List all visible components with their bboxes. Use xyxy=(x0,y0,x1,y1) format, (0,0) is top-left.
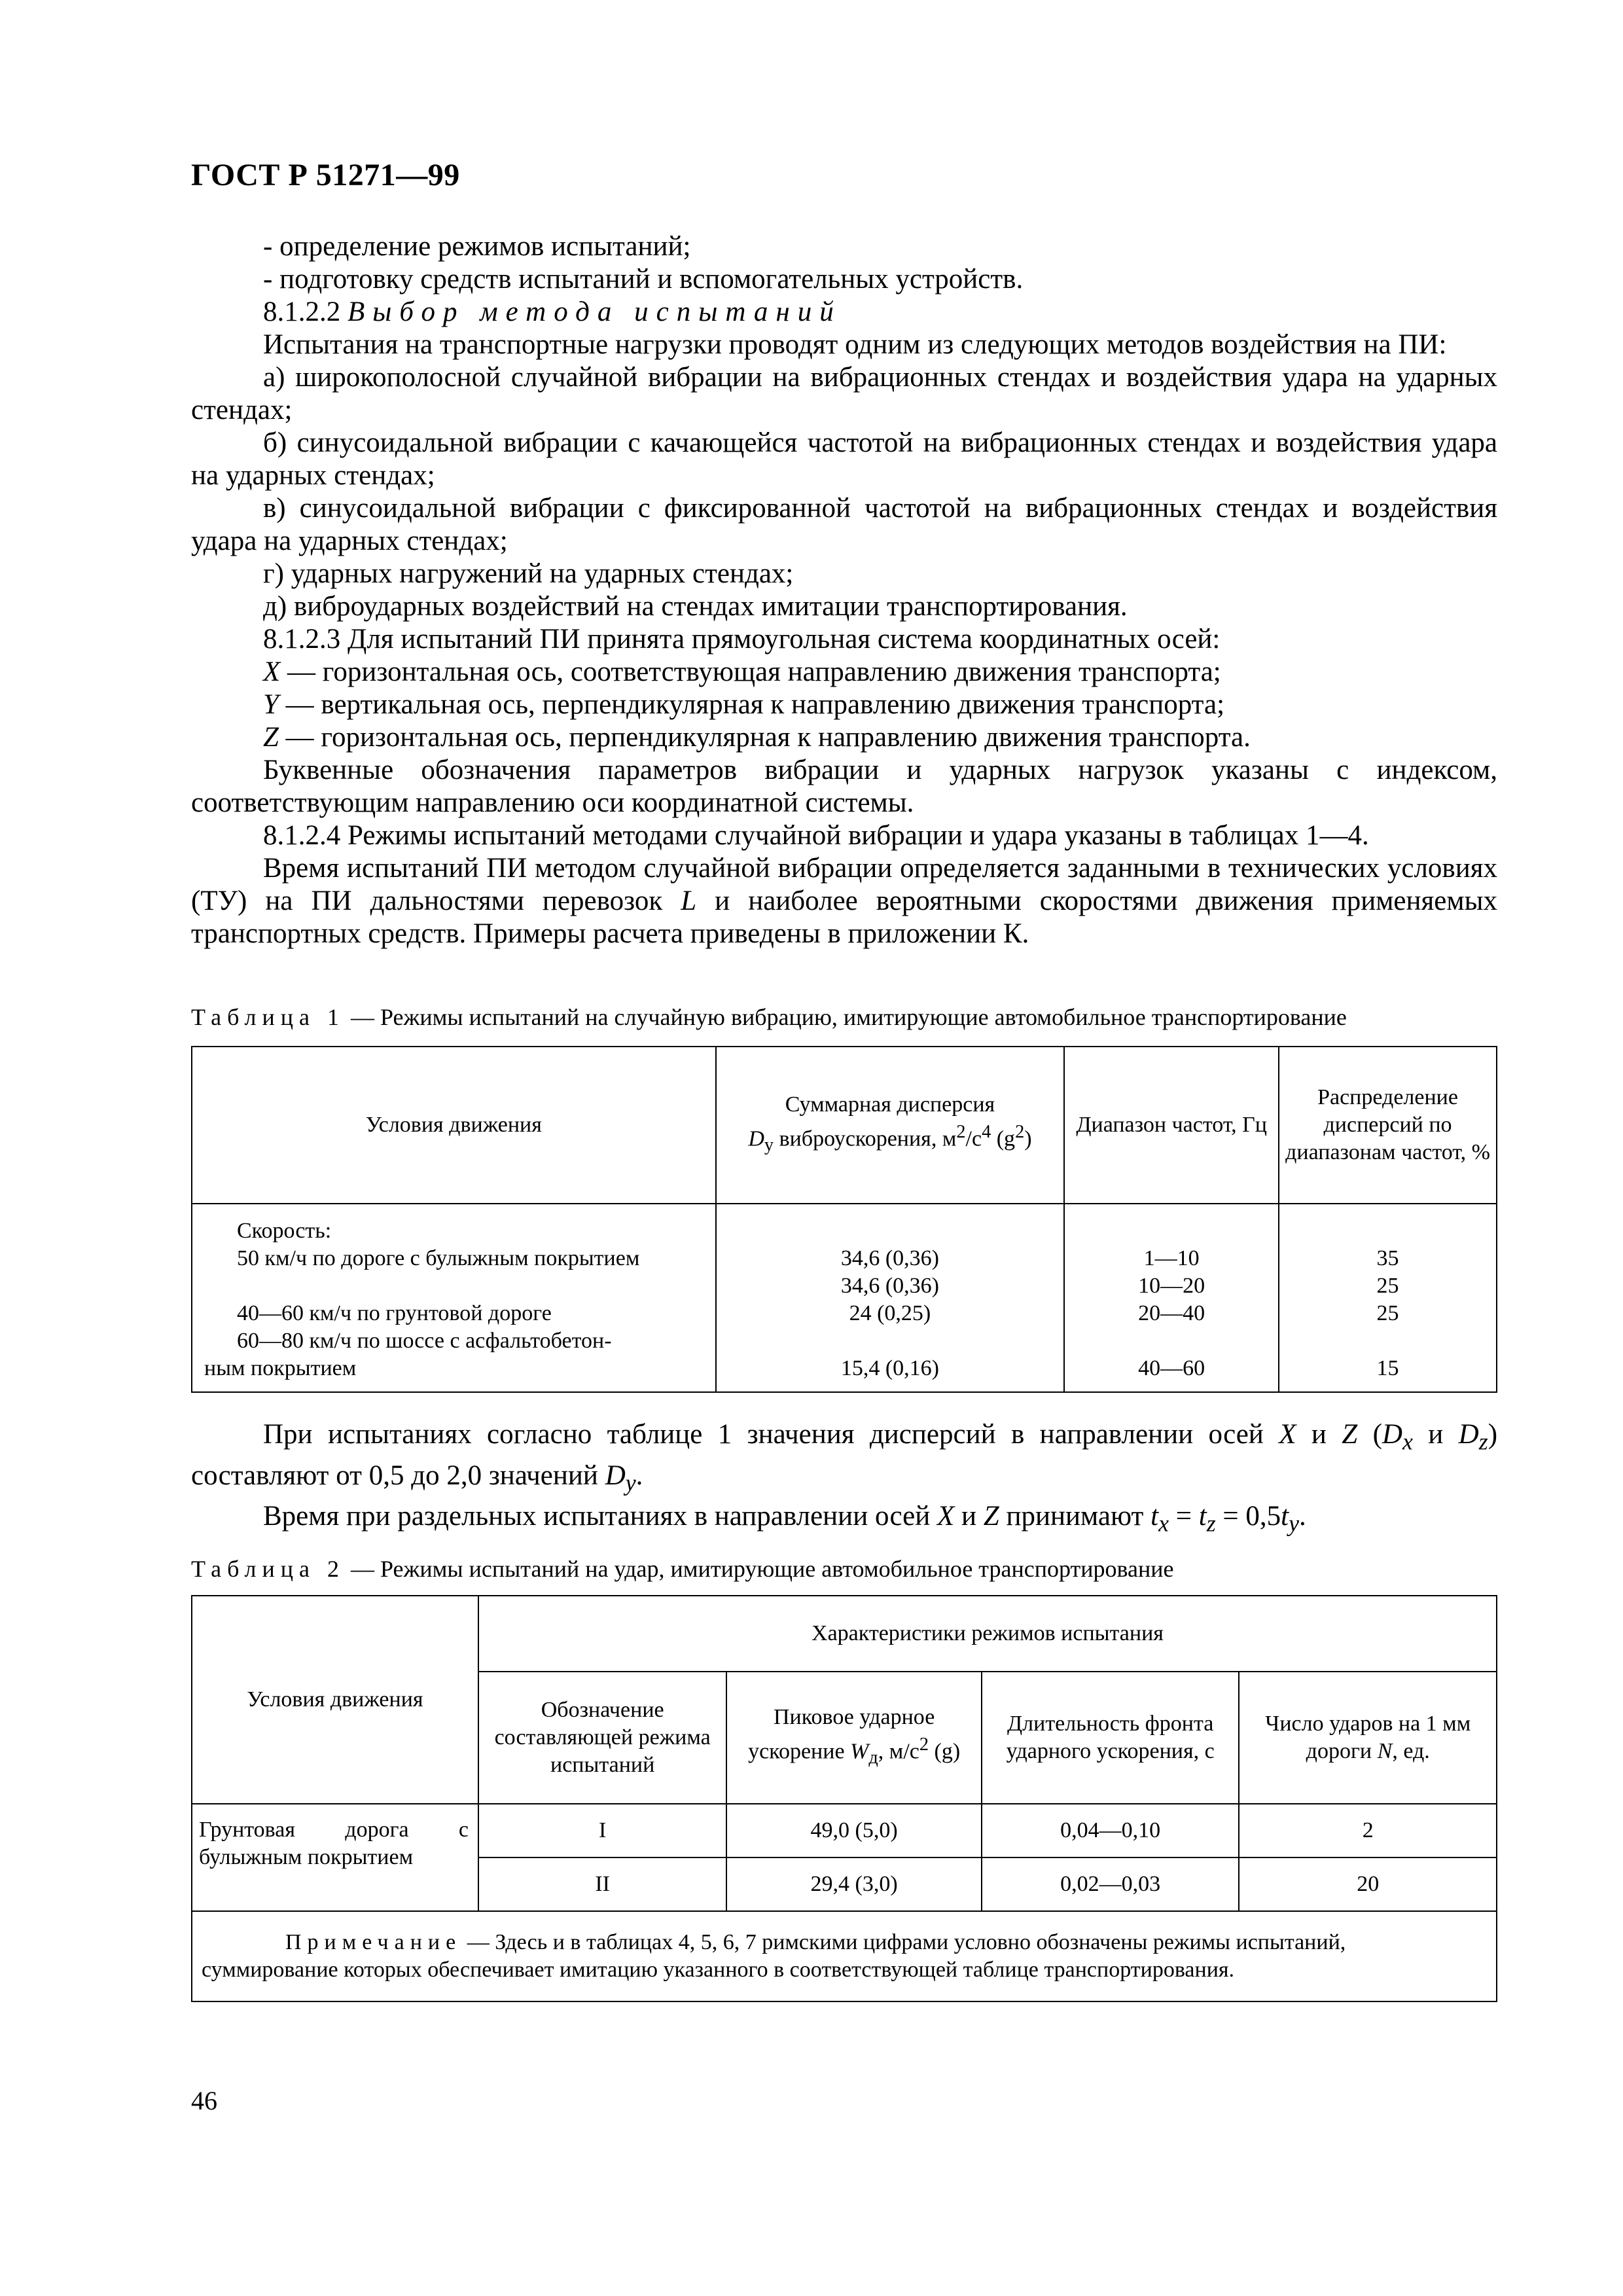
peak-cell: 49,0 (5,0) xyxy=(726,1804,982,1857)
col-header xyxy=(1239,1672,1497,1804)
table-note xyxy=(192,1911,1497,2001)
cell-line: 24 (0,25) xyxy=(849,1301,931,1325)
caption-text: — Режимы испытаний на удар, имитирующие автомобильное транспортирование xyxy=(344,1556,1174,1582)
subscript: y xyxy=(1289,1510,1300,1537)
header-text: /с xyxy=(965,1126,982,1151)
dispersion-cell xyxy=(716,1204,1065,1392)
table-row xyxy=(192,1804,1497,1857)
table-row xyxy=(192,1204,1497,1392)
header-text: , ед. xyxy=(1392,1739,1430,1763)
header-text: , м/с xyxy=(878,1739,919,1764)
cell-line: ным покрытием xyxy=(204,1356,357,1380)
col-header: Условия движения xyxy=(192,1596,478,1804)
cell-line: 10—20 xyxy=(1138,1274,1205,1298)
axis-symbol: X xyxy=(263,656,281,687)
table-header-row xyxy=(192,1047,1497,1204)
text-run: При испытаниях согласно таблице 1 значения дисперсий в направлении осей xyxy=(263,1419,1279,1450)
cell-line: 25 xyxy=(1376,1301,1399,1325)
axis-definition xyxy=(191,721,1497,754)
header-text: ) xyxy=(1024,1126,1032,1151)
axis-symbol: Z xyxy=(263,722,279,753)
front-cell: 0,04—0,10 xyxy=(982,1804,1240,1857)
cell-line xyxy=(1070,1327,1273,1355)
col-header: Диапазон частот, Гц xyxy=(1064,1047,1279,1204)
section-number: 8.1.2.2 xyxy=(263,296,341,327)
header-text: (g) xyxy=(929,1739,961,1764)
caption-text: — Режимы испытаний на случайную вибрацию, имитирующие автомобильное транспортирование xyxy=(344,1004,1347,1030)
table-note-row xyxy=(192,1911,1497,2001)
text-run: . xyxy=(635,1460,643,1491)
symbol: W xyxy=(850,1739,869,1764)
cell-line xyxy=(1285,1217,1491,1245)
subscript: z xyxy=(1206,1510,1216,1537)
superscript: 2 xyxy=(919,1734,929,1755)
count-cell: 2 xyxy=(1239,1804,1497,1857)
cell-line: 15,4 (0,16) xyxy=(840,1356,940,1380)
subscript: x xyxy=(1402,1428,1413,1455)
axis-symbol: Y xyxy=(263,689,279,720)
after-table1-text xyxy=(191,1418,1497,1541)
symbol: Z xyxy=(1342,1419,1358,1450)
subscript: д xyxy=(868,1748,878,1768)
list-item: а) широкополосной случайной вибрации на вибрационных стендах и воздействия удара на ударных стендах; xyxy=(191,362,1497,425)
col-header xyxy=(726,1672,982,1804)
symbol: D xyxy=(605,1460,626,1491)
axis-definition xyxy=(191,656,1497,689)
subscript: y xyxy=(764,1135,774,1156)
superscript: 2 xyxy=(956,1121,966,1142)
freq-cell xyxy=(1064,1204,1279,1392)
paragraph: Испытания на транспортные нагрузки проводят одним из следующих методов воздействия на ПИ: xyxy=(263,329,1447,360)
symbol: X xyxy=(1279,1419,1296,1450)
axis-definition xyxy=(191,689,1497,721)
text-run: и наиболее вероятными скоростями движения применяемых транспортных средств. Примеры расчета приведены в приложении К. xyxy=(191,886,1497,949)
symbol: D xyxy=(1382,1419,1402,1450)
paragraph: Буквенные обозначения параметров вибрации и ударных нагрузок указаны с индексом, соответствующим направлению оси координатной системы. xyxy=(191,755,1497,818)
text-run: принимают xyxy=(999,1501,1151,1532)
cell-line: 34,6 (0,36) xyxy=(840,1246,940,1270)
table1 xyxy=(191,1046,1497,1393)
table2 xyxy=(191,1595,1497,2002)
group-header: Характеристики режимов испытания xyxy=(478,1596,1497,1672)
header-text: виброускорения, м xyxy=(774,1126,957,1151)
text-run: и xyxy=(954,1501,984,1532)
text-run: и xyxy=(1412,1419,1459,1450)
cell-line xyxy=(1285,1327,1491,1355)
text-run: Время испытаний ПИ методом случайной вибрации определяется заданными в технических условиях (ТУ) на ПИ дальностями перевозок xyxy=(191,853,1497,916)
mode-cell: II xyxy=(478,1857,726,1911)
text-run: = 0,5 xyxy=(1215,1501,1281,1532)
col-header: Обозначение составляющей режима испытаний xyxy=(478,1672,726,1804)
front-cell: 0,02—0,03 xyxy=(982,1857,1240,1911)
cell-line xyxy=(1070,1217,1273,1245)
header-text: Число ударов на 1 мм дороги xyxy=(1265,1712,1471,1763)
symbol: t xyxy=(1281,1501,1289,1532)
subscript: y xyxy=(625,1469,636,1496)
cell-line: Скорость: xyxy=(237,1219,332,1243)
text-run: ) составляют от 0,5 до 2,0 значений xyxy=(191,1419,1498,1491)
text-run: . xyxy=(1299,1501,1306,1532)
cell-line: 40—60 км/ч по грунтовой дороге xyxy=(237,1301,552,1325)
text-run: ( xyxy=(1357,1419,1382,1450)
paragraph: 8.1.2.3 Для испытаний ПИ принята прямоугольная система координатных осей: xyxy=(263,624,1221,655)
col-header: Длительность фронта ударного ускорения, с xyxy=(982,1672,1240,1804)
col-header: Распределение дисперсий по диапазонам частот, % xyxy=(1279,1047,1497,1204)
cell-line: 1—10 xyxy=(1143,1246,1200,1270)
subscript: x xyxy=(1158,1510,1169,1537)
list-item: г) ударных нагружений на ударных стендах; xyxy=(263,558,794,589)
header-text: (g xyxy=(991,1126,1016,1151)
paragraph xyxy=(191,1499,1497,1541)
text-run: и xyxy=(1296,1419,1342,1450)
condition-cell: Грунтовая дорога с булыжным покрытием xyxy=(192,1804,478,1911)
cell-line: 35 xyxy=(1376,1246,1399,1270)
dist-cell xyxy=(1279,1204,1497,1392)
body-text xyxy=(191,230,1497,950)
axis-text: — горизонтальная ось, соответствующая направлению движения транспорта; xyxy=(280,656,1221,687)
superscript: 2 xyxy=(1015,1121,1025,1142)
cell-line: 25 xyxy=(1376,1274,1399,1298)
peak-cell: 29,4 (3,0) xyxy=(726,1857,982,1911)
list-item: д) виброударных воздействий на стендах имитации транспортирования. xyxy=(263,591,1128,622)
cell-line xyxy=(722,1327,1059,1355)
document-header: ГОСТ Р 51271—99 xyxy=(191,158,460,192)
list-item: в) синусоидальной вибрации с фиксированной частотой на вибрационных стендах и воздействия удара на ударных стендах; xyxy=(191,493,1497,556)
symbol: L xyxy=(681,886,697,916)
paragraph: 8.1.2.4 Режимы испытаний методами случайной вибрации и удара указаны в таблицах 1—4. xyxy=(263,820,1369,851)
col-header: Условия движения xyxy=(192,1047,716,1204)
cell-line: 60—80 км/ч по шоссе с асфальтобетон- xyxy=(237,1329,612,1353)
subscript: z xyxy=(1478,1428,1488,1455)
cell-line: 15 xyxy=(1376,1356,1399,1380)
mode-cell: I xyxy=(478,1804,726,1857)
symbol: X xyxy=(936,1501,955,1532)
cell-line: 34,6 (0,36) xyxy=(840,1274,940,1298)
list-item: - подготовку средств испытаний и вспомогательных устройств. xyxy=(263,264,1024,295)
note-text: — Здесь и в таблицах 4, 5, 6, 7 римскими цифрами условно обозначены режимы испытаний, суммирование которых обеспечивает имитацию указанного в соответствующей таблице транспортирования. xyxy=(202,1930,1346,1982)
superscript: 4 xyxy=(982,1121,991,1142)
symbol: D xyxy=(1458,1419,1479,1450)
page-number: 46 xyxy=(191,2086,217,2115)
list-item: - определение режимов испытаний; xyxy=(263,231,691,262)
section-heading xyxy=(191,296,1497,329)
symbol: t xyxy=(1150,1501,1159,1532)
symbol: N xyxy=(1377,1739,1393,1763)
list-item: б) синусоидальной вибрации с качающейся частотой на вибрационных стендах и воздействия удара на ударных стендах; xyxy=(191,427,1497,491)
header-text: Суммарная дисперсия xyxy=(785,1092,995,1117)
axis-text: — вертикальная ось, перпендикулярная к направлению движения транспорта; xyxy=(278,689,1225,720)
cell-line: 40—60 xyxy=(1138,1356,1205,1380)
caption-label: Таблица 2 xyxy=(191,1556,345,1582)
symbol: t xyxy=(1198,1501,1207,1532)
table1-caption xyxy=(191,1003,1347,1031)
header-text: Пиковое ударное ускорение xyxy=(748,1704,935,1764)
table2-caption xyxy=(191,1555,1174,1583)
paragraph xyxy=(191,1418,1497,1499)
caption-label: Таблица 1 xyxy=(191,1004,345,1030)
symbol: D xyxy=(748,1126,764,1151)
table-header-row xyxy=(192,1596,1497,1672)
count-cell: 20 xyxy=(1239,1857,1497,1911)
cell-line: 20—40 xyxy=(1138,1301,1205,1325)
symbol: Z xyxy=(983,1501,999,1532)
text-run: = xyxy=(1168,1501,1199,1532)
axis-text: — горизонтальная ось, перпендикулярная к направлению движения транспорта. xyxy=(278,722,1251,753)
paragraph xyxy=(191,852,1497,950)
section-title: Выбор метода испытаний xyxy=(348,296,842,327)
col-header xyxy=(716,1047,1065,1204)
cell-line xyxy=(198,1272,710,1300)
note-label: Примечание xyxy=(285,1930,462,1954)
conditions-cell xyxy=(192,1204,716,1392)
cell-line xyxy=(722,1217,1059,1245)
text-run: Время при раздельных испытаниях в направлении осей xyxy=(263,1501,937,1532)
cell-line: 50 км/ч по дороге с булыжным покрытием xyxy=(237,1246,640,1270)
